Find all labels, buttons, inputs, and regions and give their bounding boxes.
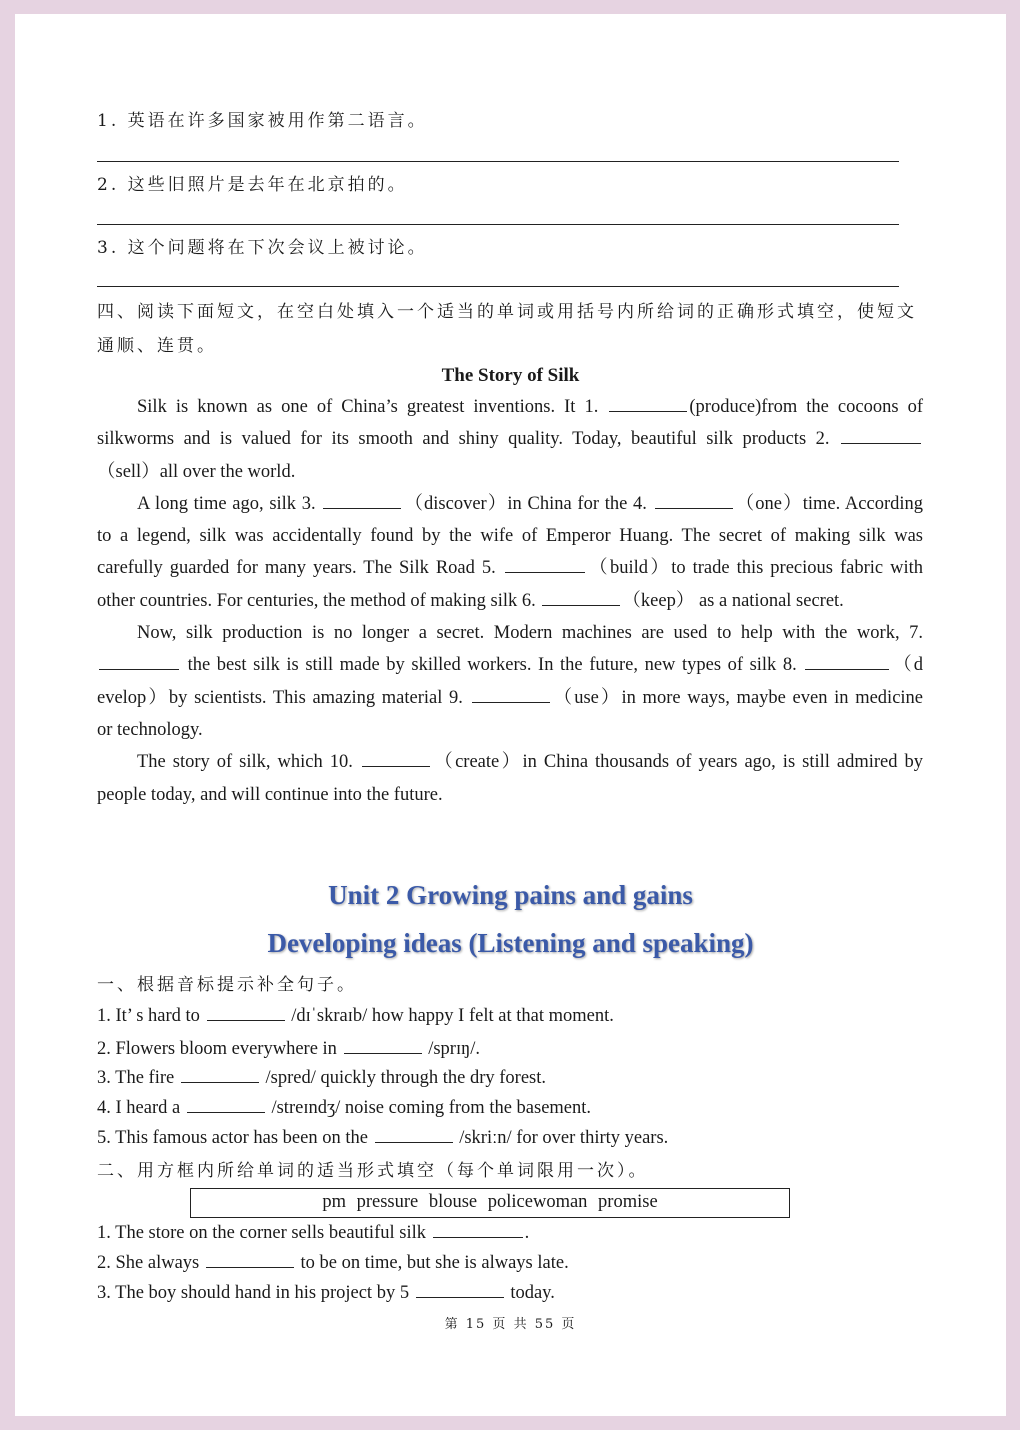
phonetic-blank-3[interactable] <box>181 1065 259 1083</box>
blank-8[interactable] <box>805 652 889 670</box>
page-footer: 第 15 页 共 55 页 <box>444 1317 577 1332</box>
wordbox-instruction: 二、用方框内所给单词的适当形式填空（每个单词限用一次）。 <box>97 1161 649 1181</box>
answer-line-3[interactable] <box>97 286 899 287</box>
answer-line-1[interactable] <box>97 161 899 162</box>
blank-7[interactable] <box>99 652 179 670</box>
blank-9[interactable] <box>472 685 550 703</box>
phonetic-item-1: 1. It’ s hard to /dɪˈskraɪb/ how happy I felt at that moment. <box>97 1003 614 1027</box>
unit-title: Unit 2 Growing pains and gains <box>328 880 693 910</box>
wordbox-item-3: 3. The boy should hand in his project by 5 today. <box>97 1280 555 1304</box>
blank-3[interactable] <box>323 491 401 509</box>
blank-2[interactable] <box>841 426 921 444</box>
story-body: Silk is known as one of China’s greatest inventions. It 1. (produce)from the cocoons of silkworms and is valued for its smooth and shiny quality. Today, beautiful silk products 2. （sell）all over the world. A long time ago, silk 3. （discover）in China for the 4. （one）time. According to a legend, silk was accidentally found by the wife of Emperor Huang. The secret of making silk was carefully guarded for many years. The Silk Road 5. （build）to trade this precious fabric with other countries. For centuries, the method of making silk 6. （keep） as a national secret. Now, silk production is no longer a secret. Modern machines are used to help with the work, 7. the best silk is still made by skilled workers. In the future, new types of silk 8. （d evelop）by scientists. This amazing material 9. （use）in more ways, maybe even in medicine or technology. The story of silk, which 10. （create）in China thousands of years ago, is still admired by people today, and will continue into the future. <box>97 391 923 811</box>
wordbox-item-2: 2. She always to be on time, but she is always late. <box>97 1250 569 1274</box>
wordbox-item-1: 1. The store on the corner sells beautiful silk . <box>97 1220 529 1244</box>
blank-10[interactable] <box>362 749 430 767</box>
phonetic-instruction: 一、根据音标提示补全句子。 <box>97 975 357 995</box>
blank-6[interactable] <box>542 588 620 606</box>
translation-item-2: 2. 这些旧照片是去年在北京拍的。 <box>97 175 408 195</box>
phonetic-item-5: 5. This famous actor has been on the /skriːn/ for over thirty years. <box>97 1125 668 1149</box>
section-4-instruction-line-1: 四、阅读下面短文，在空白处填入一个适当的单词或用括号内所给词的正确形式填空，使短文 <box>97 302 917 322</box>
phonetic-item-2: 2. Flowers bloom everywhere in /sprɪŋ/. <box>97 1036 480 1060</box>
phonetic-blank-1[interactable] <box>207 1003 285 1021</box>
wordbox-blank-3[interactable] <box>416 1280 504 1298</box>
phonetic-blank-4[interactable] <box>187 1095 265 1113</box>
phonetic-blank-5[interactable] <box>375 1125 453 1143</box>
section-4-instruction-line-2: 通顺、连贯。 <box>97 336 217 356</box>
phonetic-item-4: 4. I heard a /streɪndʒ/ noise coming from the basement. <box>97 1095 591 1119</box>
story-title: The Story of Silk <box>441 365 580 386</box>
blank-5[interactable] <box>505 555 585 573</box>
worksheet-page <box>15 14 1006 1416</box>
translation-item-1: 1. 英语在许多国家被用作第二语言。 <box>97 111 428 131</box>
unit-subtitle: Developing ideas (Listening and speaking) <box>267 928 754 958</box>
blank-1[interactable] <box>609 394 687 412</box>
word-box: pm pressure blouse policewoman promise <box>190 1188 790 1218</box>
blank-4[interactable] <box>655 491 733 509</box>
wordbox-blank-2[interactable] <box>206 1250 294 1268</box>
phonetic-item-3: 3. The fire /spred/ quickly through the dry forest. <box>97 1065 546 1089</box>
wordbox-blank-1[interactable] <box>433 1220 523 1238</box>
answer-line-2[interactable] <box>97 224 899 225</box>
translation-item-3: 3. 这个问题将在下次会议上被讨论。 <box>97 238 428 258</box>
phonetic-blank-2[interactable] <box>344 1036 422 1054</box>
